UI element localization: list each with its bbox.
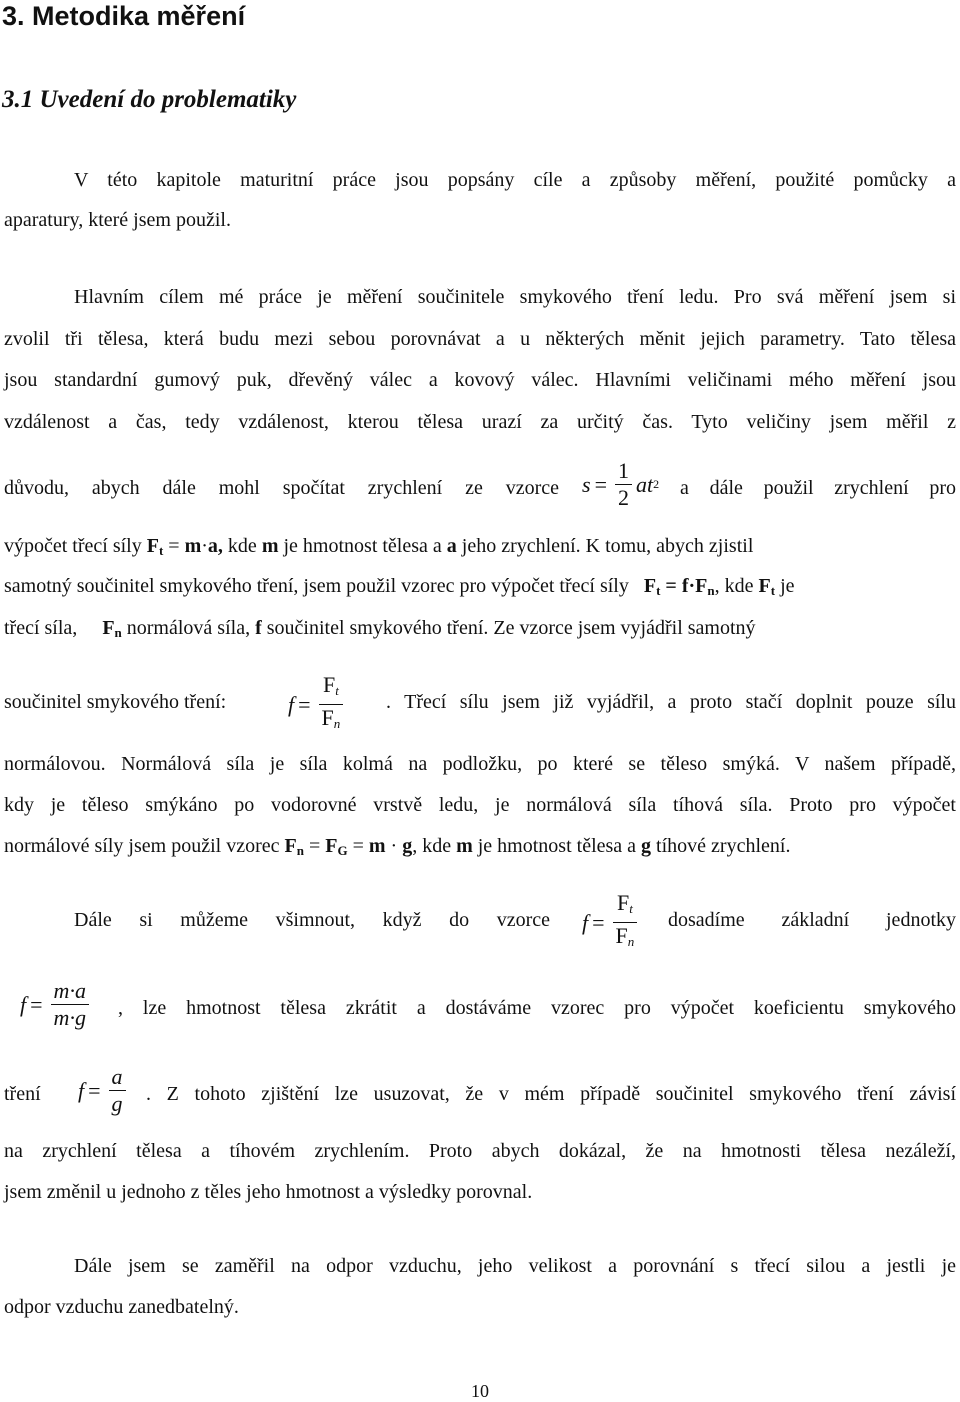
paragraph-4-line-2: odpor vzduchu zanedbatelný.	[4, 1296, 239, 1318]
formula-symbol: F	[643, 575, 657, 597]
fraction-denominator: g	[109, 1090, 126, 1117]
text-run: kde	[227, 535, 257, 557]
formula-subscript: n	[707, 583, 715, 598]
formula-fraction	[109, 1064, 126, 1117]
formula-fraction	[615, 458, 632, 511]
paragraph-3-line-2: , lze hmotnost tělesa zkrátit a dostáváme vzorec pro výpočet koeficientu smykového	[118, 997, 956, 1019]
formula-subscript: t	[335, 683, 339, 698]
formula-subscript: n	[114, 625, 122, 640]
formula-symbol: a	[446, 535, 457, 557]
paragraph-2-line-4: vzdálenost a čas, tedy vzdálenost, kterou tělesa urazí za určitý čas. Tyto veličiny jsem měřil z	[4, 411, 956, 433]
formula-punctuation: ,	[217, 535, 223, 557]
text-run: jeho zrychlení. K tomu, abych zjistil	[461, 535, 754, 557]
formula-distance	[582, 458, 659, 511]
formula-operator: ·	[390, 835, 398, 857]
formula-symbol: s	[582, 471, 591, 497]
paragraph-2-line-1: Hlavním cílem mé práce je měření součinitele smykového tření ledu. Pro svá měření jsem si	[74, 286, 956, 308]
text-run: normálové síly jsem použil vzorec	[4, 835, 280, 857]
formula-operator: =	[308, 835, 321, 857]
formula-subscript: n	[627, 934, 635, 949]
formula-operator: ·	[201, 535, 208, 557]
fraction-numerator	[51, 978, 89, 1004]
formula-symbol: m	[184, 535, 202, 557]
paragraph-3-line-1-tail: dosadíme základní jednotky	[668, 909, 956, 931]
formula-symbol: m	[368, 835, 386, 857]
text-run: , kde	[412, 835, 452, 857]
formula-symbol: F	[616, 890, 630, 915]
text-run: je	[780, 575, 795, 597]
formula-operator: =	[88, 1077, 101, 1103]
page-number: 10	[471, 1381, 489, 1401]
formula-symbol: m	[53, 1005, 70, 1030]
formula-symbol: f	[255, 617, 262, 639]
section-heading: 3.1 Uvedení do problematiky	[2, 86, 297, 113]
paragraph-2-line-10: normálovou. Normálová síla je síla kolmá na podložku, po které se těleso smýká. V našem případě,	[4, 753, 956, 775]
text-run: , kde	[714, 575, 754, 597]
formula-fraction	[319, 672, 344, 737]
formula-operator: =	[168, 535, 180, 557]
formula-symbol: F	[284, 835, 297, 857]
paragraph-3-line-3-tail: . Z tohoto zjištění lze usuzovat, že v mém případě součinitel smykového tření závisí	[146, 1083, 956, 1105]
formula-symbol: F	[325, 835, 338, 857]
text-run: je hmotnost tělesa a	[283, 535, 442, 557]
paragraph-2-line-5-text: důvodu, abych dále mohl spočítat zrychlení ze vzorce	[4, 477, 559, 499]
formula-symbol: g	[402, 835, 413, 857]
formula-subscript: t	[770, 583, 776, 598]
formula-subscript: n	[333, 716, 341, 731]
text-run: je hmotnost tělesa a	[477, 835, 637, 857]
paragraph-3-line-4: na zrychlení tělesa a tíhovém zrychlením. Proto abych dokázal, že na hmotnosti tělesa nezáleží,	[4, 1140, 956, 1162]
formula-subscript: t	[158, 543, 164, 558]
paragraph-3-line-1-text: Dále si můžeme všimnout, když do vzorce	[74, 909, 550, 931]
formula-symbol: f	[582, 909, 589, 935]
paragraph-1-line-1: V této kapitole maturitní práce jsou popsány cíle a způsoby měření, použité pomůcky a	[74, 169, 956, 191]
formula-symbol: at	[635, 471, 654, 497]
formula-friction-coefficient	[288, 672, 347, 737]
formula-operator: ·	[688, 575, 696, 597]
fraction-denominator	[51, 1004, 89, 1031]
fraction-numerator	[320, 672, 342, 704]
formula-symbol: f	[78, 1077, 85, 1103]
formula-symbol: m	[261, 535, 279, 557]
formula-units	[20, 978, 93, 1031]
formula-operator: ·	[69, 1005, 75, 1030]
fraction-numerator: a	[111, 1064, 123, 1089]
formula-symbol: F	[321, 705, 334, 730]
formula-symbol: m	[53, 978, 70, 1003]
formula-symbol: F	[695, 575, 708, 597]
fraction-numerator: 1	[617, 458, 629, 483]
paragraph-2-line-6	[4, 532, 956, 565]
formula-operator: =	[592, 909, 605, 935]
paragraph-2-line-2: zvolil tři tělesa, která budu mezi sebou porovnávat a u některých měnit jejich parametry. Tato tělesa	[4, 328, 956, 350]
formula-fraction	[51, 978, 89, 1031]
formula-operator: =	[298, 691, 311, 717]
formula-symbol: f	[681, 575, 689, 597]
text-run: součinitel smykového tření. Ze vzorce jsem vyjádřil samotný	[266, 617, 756, 639]
paragraph-2-line-8	[4, 614, 956, 647]
formula-subscript: t	[656, 583, 661, 598]
formula-subscript: n	[296, 843, 304, 858]
formula-operator: ·	[69, 978, 75, 1003]
formula-simplified	[78, 1064, 130, 1117]
formula-symbol: g	[74, 1005, 86, 1030]
formula-subscript: G	[337, 843, 348, 858]
formula-operator: =	[594, 471, 607, 497]
paragraph-2-line-11: kdy je těleso smýkáno po vodorovné vrstvě ledu, je normálová síla tíhová síla. Proto pro výpočet	[4, 794, 956, 816]
formula-exponent: 2	[653, 477, 660, 491]
formula-symbol: F	[146, 535, 159, 557]
text-run: normálová síla,	[126, 617, 251, 639]
formula-symbol: f	[20, 991, 27, 1017]
formula-symbol: F	[758, 575, 771, 597]
text-run: tíhové zrychlení.	[656, 835, 791, 857]
text-run: samotný součinitel smykového tření, jsem použil vzorec pro výpočet třecí síly	[4, 575, 629, 597]
formula-operator: =	[352, 835, 364, 857]
paragraph-2-line-5-tail: a dále použil zrychlení pro	[680, 477, 956, 499]
formula-symbol: m	[456, 835, 473, 857]
formula-symbol: a	[207, 535, 218, 557]
formula-fraction	[613, 890, 638, 955]
formula-symbol: g	[641, 835, 652, 857]
fraction-denominator	[319, 704, 344, 737]
fraction-numerator	[614, 890, 636, 922]
chapter-heading: 3. Metodika měření	[2, 1, 246, 31]
paragraph-1-line-2: aparatury, které jsem použil.	[4, 209, 231, 231]
paragraph-4-line-1: Dále jsem se zaměřil na odpor vzduchu, jeho velikost a porovnání s třecí silou a jestli je	[74, 1255, 956, 1277]
formula-symbol: F	[615, 923, 628, 948]
formula-operator: =	[665, 575, 677, 597]
fraction-denominator	[613, 922, 638, 955]
formula-operator: =	[30, 991, 43, 1017]
formula-friction-coefficient-repeat	[582, 890, 641, 955]
paragraph-3-line-5: jsem změnil u jednoho z těles jeho hmotnost a výsledky porovnal.	[4, 1181, 533, 1203]
formula-symbol: F	[322, 672, 336, 697]
paragraph-2-line-9-text: součinitel smykového tření:	[4, 691, 227, 713]
text-run: třecí síla,	[4, 617, 78, 639]
paragraph-2-line-12	[4, 832, 956, 865]
paragraph-2-line-7	[4, 572, 956, 605]
text-run: výpočet třecí síly	[4, 535, 142, 557]
paragraph-3-line-3-text: tření	[4, 1083, 41, 1105]
formula-subscript: t	[629, 901, 633, 916]
paragraph-2-line-3: jsou standardní gumový puk, dřevěný válec a kovový válec. Hlavními veličinami mého měření jsou	[4, 369, 956, 391]
fraction-denominator: 2	[615, 484, 632, 511]
formula-symbol: a	[74, 978, 86, 1003]
formula-symbol: F	[102, 617, 115, 639]
formula-symbol: f	[288, 691, 295, 717]
paragraph-2-line-9-tail: . Třecí sílu jsem již vyjádřil, a proto stačí doplnit pouze sílu	[386, 691, 956, 713]
